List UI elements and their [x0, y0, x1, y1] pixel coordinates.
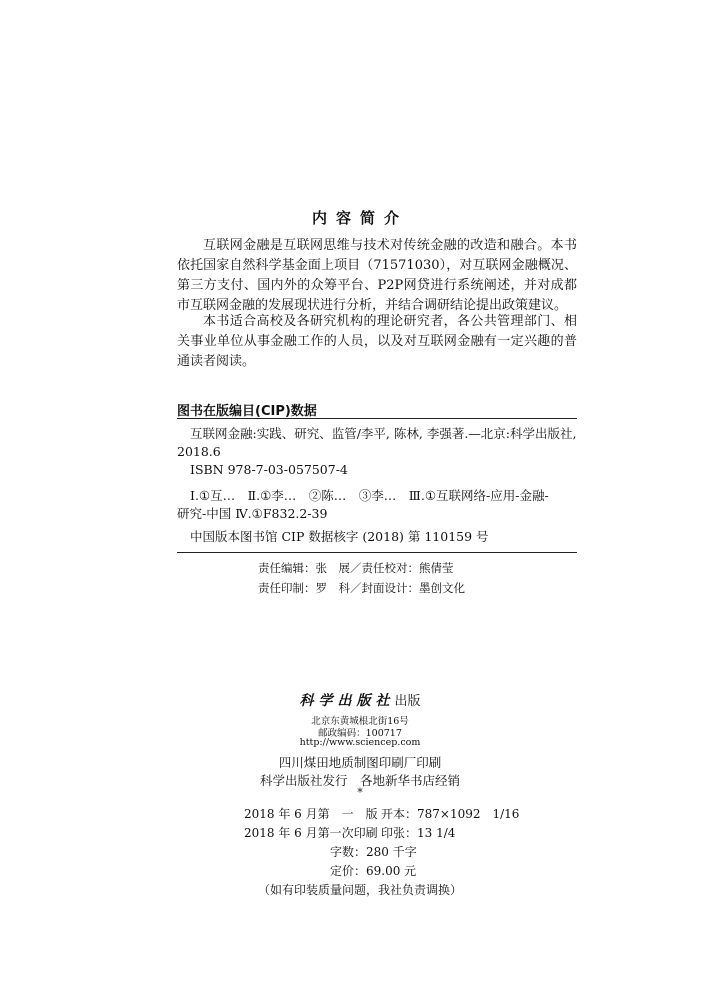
sheets-line: 印张：13 1/4 [381, 826, 456, 840]
postal-code: 邮政编码：100717 [318, 728, 402, 739]
publisher-logo-text: 科学出版社 [299, 693, 395, 709]
staff-editors: 责任编辑：张 展／责任校对：熊倩莹 [258, 561, 454, 575]
price: 定价：69.00 元 [330, 864, 417, 878]
publisher-url: http://www.sciencep.com [299, 737, 421, 748]
cip-heading: 图书在版编目(CIP)数据 [177, 404, 317, 419]
word-count: 字数：280 千字 [330, 845, 417, 859]
printer-line: 四川煤田地质制图印刷厂印刷 [278, 755, 442, 770]
cip-date-line: 2018.6 [177, 444, 221, 459]
cip-record-number: 中国版本图书馆 CIP 数据核字 (2018) 第 110159 号 [190, 529, 489, 544]
publisher-address: 北京东黄城根北街16号 [311, 716, 409, 727]
distribution-line: 科学出版社发行 各地新华书店经销 [259, 773, 460, 788]
staff-production: 责任印制：罗 科／封面设计：墨创文化 [258, 581, 465, 595]
edition-line: 2018 年 6 月第 一 版 [244, 807, 378, 821]
cip-title-line: 互联网金融:实践、研究、监管/李平, 陈林, 李强著.—北京:科学出版社, [190, 426, 577, 441]
separator-star: * [357, 786, 363, 799]
quality-notice: （如有印装质量问题，我社负责调换） [257, 883, 462, 897]
publisher-suffix: 出版 [394, 694, 421, 709]
printing-line: 2018 年 6 月第一次印刷 [244, 826, 378, 840]
cip-bottom-rule [177, 552, 577, 553]
intro-paragraph-2: 本书适合高校及各研究机构的理论研究者，各公共管理部门、相关事业单位从事金融工作的人员，以及对互联网金融有一定兴趣的普通读者阅读。 [177, 314, 577, 369]
cip-top-rule [177, 418, 577, 419]
intro-paragraph-1: 互联网金融是互联网思维与技术对传统金融的改造和融合。本书依托国家自然科学基金面上项目（71571030），对互联网金融概况、第三方支付、国内外的众筹平台、P2P网贷进行系统阐述，并对成都市互联网金融的发展现状进行分析，并结合调研结论提出政策建议。 [177, 238, 577, 313]
format-line: 开本：787×1092 1/16 [381, 807, 520, 821]
cip-isbn: ISBN 978-7-03-057507-4 [190, 462, 348, 477]
section-title: 内容简介 [311, 209, 408, 227]
cip-classification-line-2: 研究-中国 Ⅳ.①F832.2-39 [177, 506, 328, 521]
publisher-line [0, 690, 720, 710]
cip-classification-line-1: Ⅰ.①互… Ⅱ.①李… ②陈… ③李… Ⅲ.①互联网络-应用-金融- [190, 488, 549, 503]
